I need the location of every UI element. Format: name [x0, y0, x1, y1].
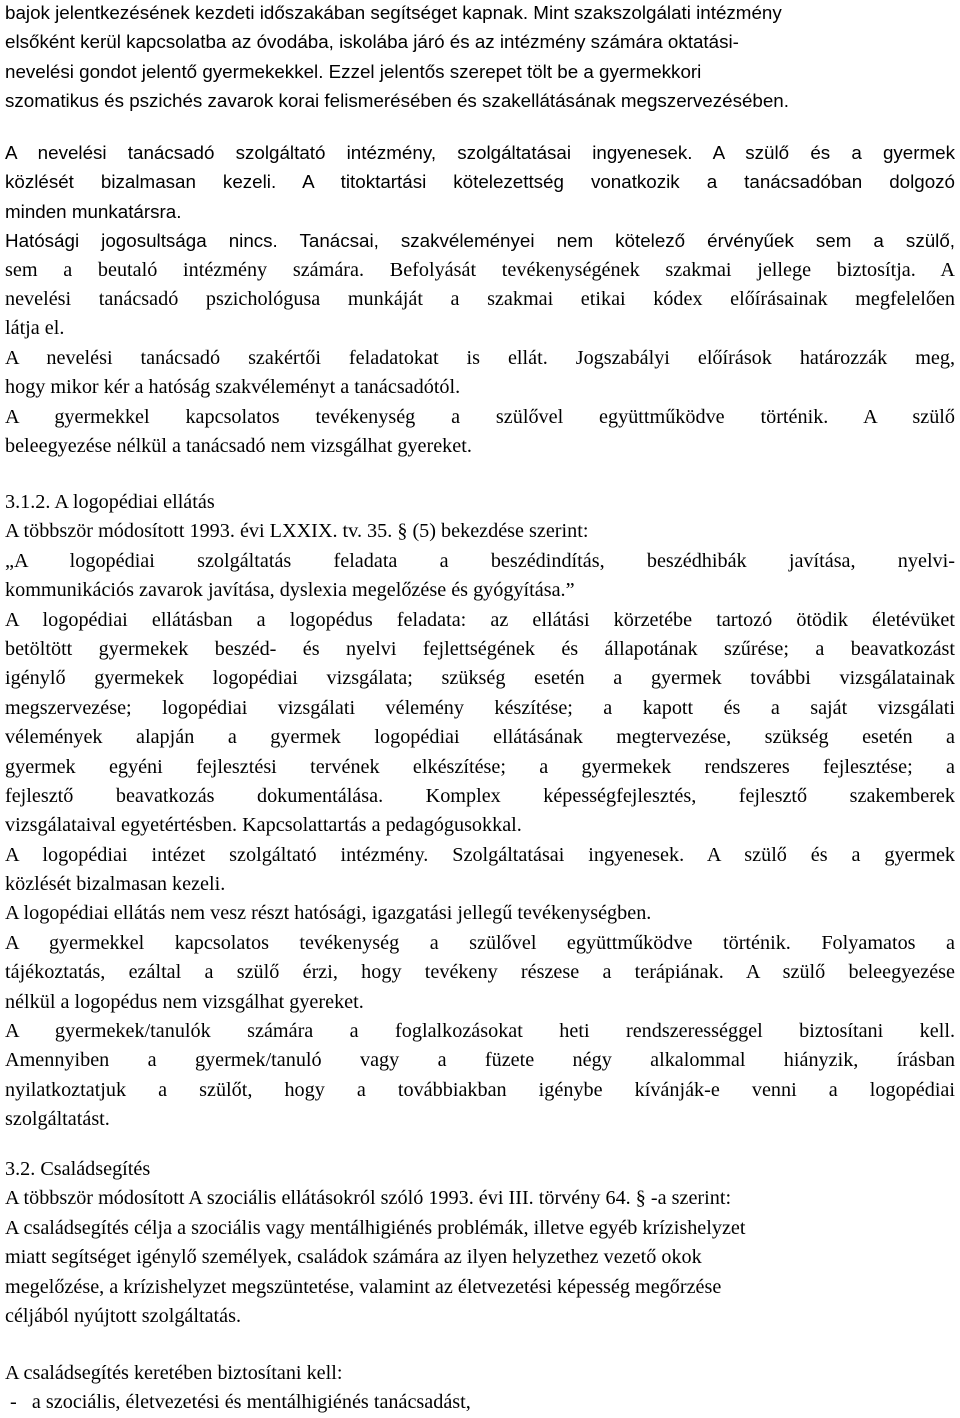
text-line: közlését bizalmasan kezeli. A titoktartási kötelezettség vonatkozik a tanácsadóban dolgozó	[5, 171, 955, 193]
text-line: sem a beutaló intézmény számára. Befolyását tevékenységének szakmai jellege biztosítja. A	[5, 258, 955, 281]
text-line: A többször módosított A szociális ellátásokról szóló 1993. évi III. törvény 64. § -a szerint:	[5, 1187, 732, 1210]
text-line: A nevelési tanácsadó szakértői feladatokat is ellát. Jogszabályi előírások határozzák meg,	[5, 346, 955, 369]
text-line: elsőként kerül kapcsolatba az óvodába, iskolába járó és az intézmény számára oktatási-	[5, 31, 739, 53]
text-line: tájékoztatás, ezáltal a szülő érzi, hogy tevékeny részese a terápiának. A szülő beleegyezése	[5, 961, 955, 984]
text-line: 3.1.2. A logopédiai ellátás	[5, 491, 215, 513]
text-line: gyermek egyéni fejlesztési tervének elkészítése; a gyermekek rendszeres fejlesztése; a	[5, 755, 955, 778]
text-line: „A logopédiai szolgáltatás feladata a beszédindítás, beszédhibák javítása, nyelvi-	[5, 549, 955, 572]
text-line: A gyermekkel kapcsolatos tevékenység a szülővel együttműködve történik. Folyamatos a	[5, 931, 955, 954]
text-line: A logopédiai ellátás nem vesz részt hatósági, igazgatási jellegű tevékenységben.	[5, 902, 652, 925]
text-line: megelőzése, a krízishelyzet megszüntetése, valamint az életvezetési képesség megőrzése	[5, 1275, 722, 1298]
text-line: A családsegítés keretében biztosítani kell:	[5, 1362, 343, 1384]
text-line: nevelési tanácsadó pszichológusa munkáját a szakmai etikai kódex előírásainak megfelelően	[5, 287, 955, 310]
text-line: szolgáltatást.	[5, 1108, 110, 1131]
text-line: vélemények alapján a gyermek logopédiai ellátásának megtervezése, szükség esetén a	[5, 726, 955, 749]
text-line: közlését bizalmasan kezeli.	[5, 873, 226, 896]
speech-therapy-section	[5, 488, 955, 1135]
text-line: nevelési gondot jelentő gyermekekkel. Ezzel jelentős szerepet tölt be a gyermekkori	[5, 60, 702, 82]
text-line: céljából nyújtott szolgáltatás.	[5, 1304, 242, 1327]
text-line: A gyermekek/tanulók számára a foglalkozásokat heti rendszerességgel biztosítani kell.	[5, 1020, 955, 1043]
text-line: Hatósági jogosultsága nincs. Tanácsai, szakvéleményei nem kötelező érvényűek sem a szülő,	[5, 230, 955, 252]
text-line: A gyermekkel kapcsolatos tevékenység a szülővel együttműködve történik. A szülő	[5, 405, 955, 428]
list-item: - a szociális, életvezetési és mentálhigiénés tanácsadást,	[5, 1391, 471, 1414]
family-support-section	[5, 1155, 955, 1331]
family-support-list	[5, 1359, 955, 1418]
text-line: megszervezése; logopédiai vizsgálati vélemény készítése; a kapott és a saját vizsgálati	[5, 696, 955, 719]
text-line: szomatikus és pszichés zavarok korai felismerésében és szakellátásának megszervezésében.	[5, 90, 789, 112]
text-line: miatt segítséget igénylő személyek, családok számára az ilyen helyzethez vezető okok	[5, 1246, 702, 1269]
counselling-paragraph	[5, 138, 955, 461]
text-line: igénylő gyermekek logopédiai vizsgálata; szükség esetén a gyermek további vizsgálatainak	[5, 667, 955, 690]
text-line: A nevelési tanácsadó szolgáltató intézmény, szolgáltatásai ingyenesek. A szülő és a gyermek	[5, 142, 955, 163]
text-line: kommunikációs zavarok javítása, dyslexia megelőzése és gyógyítása.”	[5, 579, 575, 602]
text-line: A logopédiai intézet szolgáltató intézmény. Szolgáltatásai ingyenesek. A szülő és a gyermek	[5, 843, 955, 866]
text-line: hogy mikor kér a hatóság szakvéleményt a tanácsadótól.	[5, 376, 461, 399]
text-line: beleegyezése nélkül a tanácsadó nem vizsgálhat gyereket.	[5, 434, 472, 457]
text-line: fejlesztő beavatkozás dokumentálása. Komplex képességfejlesztés, fejlesztő szakemberek	[5, 784, 955, 807]
intro-paragraph	[5, 0, 955, 116]
text-line: vizsgálataival egyetértésben. Kapcsolattartás a pedagógusokkal.	[5, 814, 522, 837]
text-line: látja el.	[5, 317, 65, 340]
text-line: nyilatkoztatjuk a szülőt, hogy a továbbiakban igénybe kívánják-e venni a logopédiai	[5, 1078, 955, 1101]
text-line: A családsegítés célja a szociális vagy mentálhigiénés problémák, illetve egyéb krízishelyzet	[5, 1216, 746, 1239]
text-line: nélkül a logopédus nem vizsgálhat gyereket.	[5, 990, 364, 1013]
text-line: A logopédiai ellátásban a logopédus feladata: az ellátási körzetébe tartozó ötödik életévüket	[5, 608, 955, 631]
text-line: Amennyiben a gyermek/tanuló vagy a füzete négy alkalommal hiányzik, írásban	[5, 1049, 955, 1072]
text-line: bajok jelentkezésének kezdeti időszakában segítséget kapnak. Mint szakszolgálati intézmény	[5, 2, 782, 23]
text-line: minden munkatársra.	[5, 200, 182, 222]
text-line: A többször módosított 1993. évi LXXIX. tv. 35. § (5) bekezdése szerint:	[5, 520, 589, 543]
text-line: 3.2. Családsegítés	[5, 1158, 151, 1180]
text-line: betöltött gyermekek beszéd- és nyelvi fejlettségének és állapotának szűrése; a beavatkozást	[5, 637, 955, 660]
